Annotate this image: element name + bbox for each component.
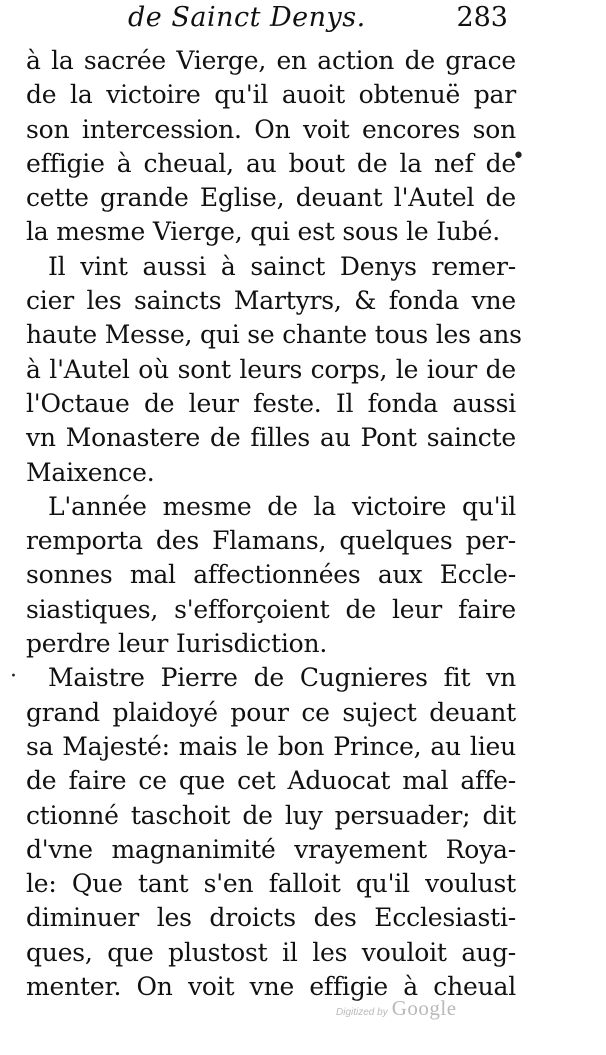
text-line: de faire ce que cet Aduocat mal affe- [26,766,516,796]
page-number: 283 [456,2,508,33]
text-line: Maistre Pierre de Cugnieres fit vn [48,663,516,693]
text-line: ques, que plustost il les vouloit aug- [26,937,516,967]
text-line: diminuer les droicts des Ecclesiasti- [26,903,516,933]
text-line: perdre leur Iurisdiction. [26,629,328,659]
text-line: le: Que tant s'en falloit qu'il voulust [26,869,516,899]
digitization-credit [336,996,457,1021]
text-line: Maixence. [26,457,155,487]
text-line: grand plaidoyé pour ce suject deuant [26,697,516,727]
google-logo-text: Google [391,996,457,1020]
margin-dot-mark: • [512,144,525,169]
page-header [128,2,508,42]
text-line: cier les saincts Martyrs, & fonda vne [26,286,516,316]
text-line: siastiques, s'efforçoient de leur faire [26,594,516,624]
text-line: Il vint aussi à sainct Denys remer- [48,251,516,281]
margin-dot-mark: · [10,664,17,689]
text-line: L'année mesme de la victoire qu'il [48,491,516,521]
text-line: ctionné taschoit de luy persuader; dit [26,800,516,830]
text-line: sa Majesté: mais le bon Prince, au lieu [26,731,516,761]
text-line: menter. On voit vne effigie à cheual [26,972,516,1002]
text-line: remporta des Flamans, quelques per- [26,526,516,556]
text-line: effigie à cheual, au bout de la nef de [26,148,516,178]
text-line: cette grande Eglise, deuant l'Autel de [26,183,516,213]
running-title: de Sainct Denys. [128,2,366,33]
text-line: à l'Autel où sont leurs corps, le iour de [26,354,516,384]
text-line: sonnes mal affectionnées aux Eccle- [26,560,516,590]
body-text [26,44,522,1004]
text-line: l'Octaue de leur feste. Il fonda aussi [26,388,516,418]
text-line: haute Messe, qui se chante tous les ans [26,320,522,350]
text-line: vn Monastere de filles au Pont saincte [26,423,516,453]
digitized-by-label: Digitized by [336,1007,388,1018]
text-line: son intercession. On voit encores son [26,114,516,144]
text-line: de la victoire qu'il auoit obtenuë par [26,80,516,110]
text-line: d'vne magnanimité vrayement Roya- [26,834,516,864]
text-line: à la sacrée Vierge, en action de grace [26,46,516,75]
text-line: la mesme Vierge, qui est sous le Iubé. [26,217,500,247]
